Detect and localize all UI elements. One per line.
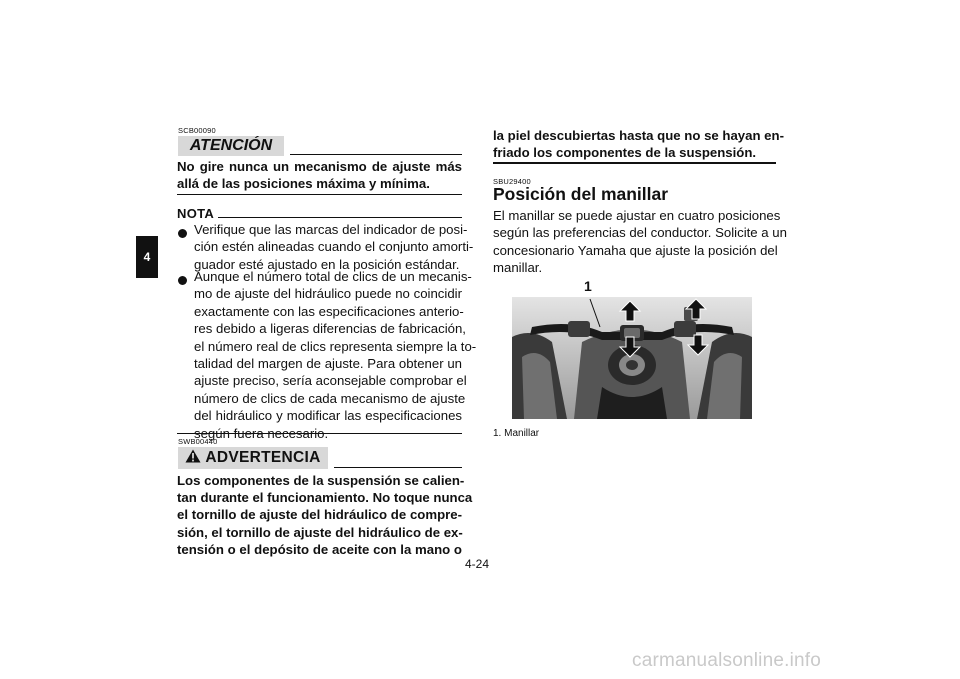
warning-line: friado los componentes de la suspensión. xyxy=(493,145,757,160)
warning-code: SWB00440 xyxy=(178,437,218,446)
note-line: exactamente con las especificaciones anterio- xyxy=(194,303,464,319)
caution-code: SCB00090 xyxy=(178,126,216,135)
warning-line: la piel descubiertas hasta que no se hayan en- xyxy=(493,128,784,143)
warning-line: Los componentes de la suspensión se calien- xyxy=(177,473,465,488)
note-line: Verifique que las marcas del indicador de posi- xyxy=(194,222,468,237)
note-line: número de clics de cada mecanismo de ajuste xyxy=(194,390,466,406)
caution-line: No gire nunca un mecanismo de ajuste más xyxy=(177,159,462,174)
note-line: el número real de clics representa siempre la to- xyxy=(194,338,477,354)
note-bullet-1 xyxy=(194,221,474,273)
warning-label xyxy=(178,447,328,469)
warning-line: tan durante el funcionamiento. No toque nunca xyxy=(177,490,473,506)
section-title: Posición del manillar xyxy=(493,184,669,204)
body-line: según las preferencias del conductor. Solicite a un xyxy=(493,225,787,241)
caution-text xyxy=(177,158,462,192)
warning-bottom-rule xyxy=(493,162,776,164)
note-line: res debido a ligeras diferencias de fabricación, xyxy=(194,321,466,337)
note-bullet-2 xyxy=(194,268,477,442)
body-line: manillar. xyxy=(493,260,543,276)
note-line: ción estén alineadas cuando el conjunto amorti- xyxy=(194,239,474,255)
warning-line: sión, el tornillo de ajuste del hidráulico de ex- xyxy=(177,524,463,540)
section-code: SBU29400 xyxy=(493,177,531,186)
caution-line: allá de las posiciones máxima y mínima. xyxy=(177,176,430,191)
body-line: concesionario Yamaha que ajuste la posición del xyxy=(493,242,778,258)
warning-continued-text xyxy=(493,127,784,161)
chapter-tab: 4 xyxy=(136,236,158,278)
page-number: 4-24 xyxy=(465,557,490,571)
caution-header-rule xyxy=(290,154,462,155)
note-line: según fuera necesario. xyxy=(194,425,329,441)
callout-number: 1 xyxy=(584,278,592,294)
watermark: carmanualsonline.info xyxy=(632,650,822,671)
caution-label: ATENCIÓN xyxy=(178,136,284,156)
note-line: talidad del margen de ajuste. Para obtener un xyxy=(194,356,462,372)
warning-text xyxy=(177,472,473,558)
caution-bottom-rule xyxy=(177,194,462,195)
note-line: mo de ajuste del hidráulico puede no coincidir xyxy=(194,286,462,302)
note-line: del hidráulico y modificar las especificaciones xyxy=(194,408,462,424)
warning-line: tensión o el depósito de aceite con la mano o xyxy=(177,541,462,557)
bullet-icon xyxy=(178,276,187,285)
note-line: guador esté ajustado en la posición estándar. xyxy=(194,256,460,272)
note-line: ajuste preciso, sería aconsejable comprobar el xyxy=(194,373,467,389)
figure-caption: 1. Manillar xyxy=(493,428,540,439)
note-header-rule xyxy=(218,217,462,218)
warning-header-rule xyxy=(334,467,462,468)
section-body xyxy=(493,207,787,277)
warning-label-text: ADVERTENCIA xyxy=(205,449,321,466)
note-bottom-rule xyxy=(177,433,462,434)
note-label: NOTA xyxy=(177,206,215,221)
warning-line: el tornillo de ajuste del hidráulico de compre- xyxy=(177,507,462,523)
note-line: Aunque el número total de clics de un mecanis- xyxy=(194,269,472,284)
handlebar-illustration xyxy=(512,297,752,419)
warning-triangle-icon xyxy=(185,449,201,463)
body-line: El manillar se puede ajustar en cuatro posiciones xyxy=(493,208,781,223)
bullet-icon xyxy=(178,229,187,238)
